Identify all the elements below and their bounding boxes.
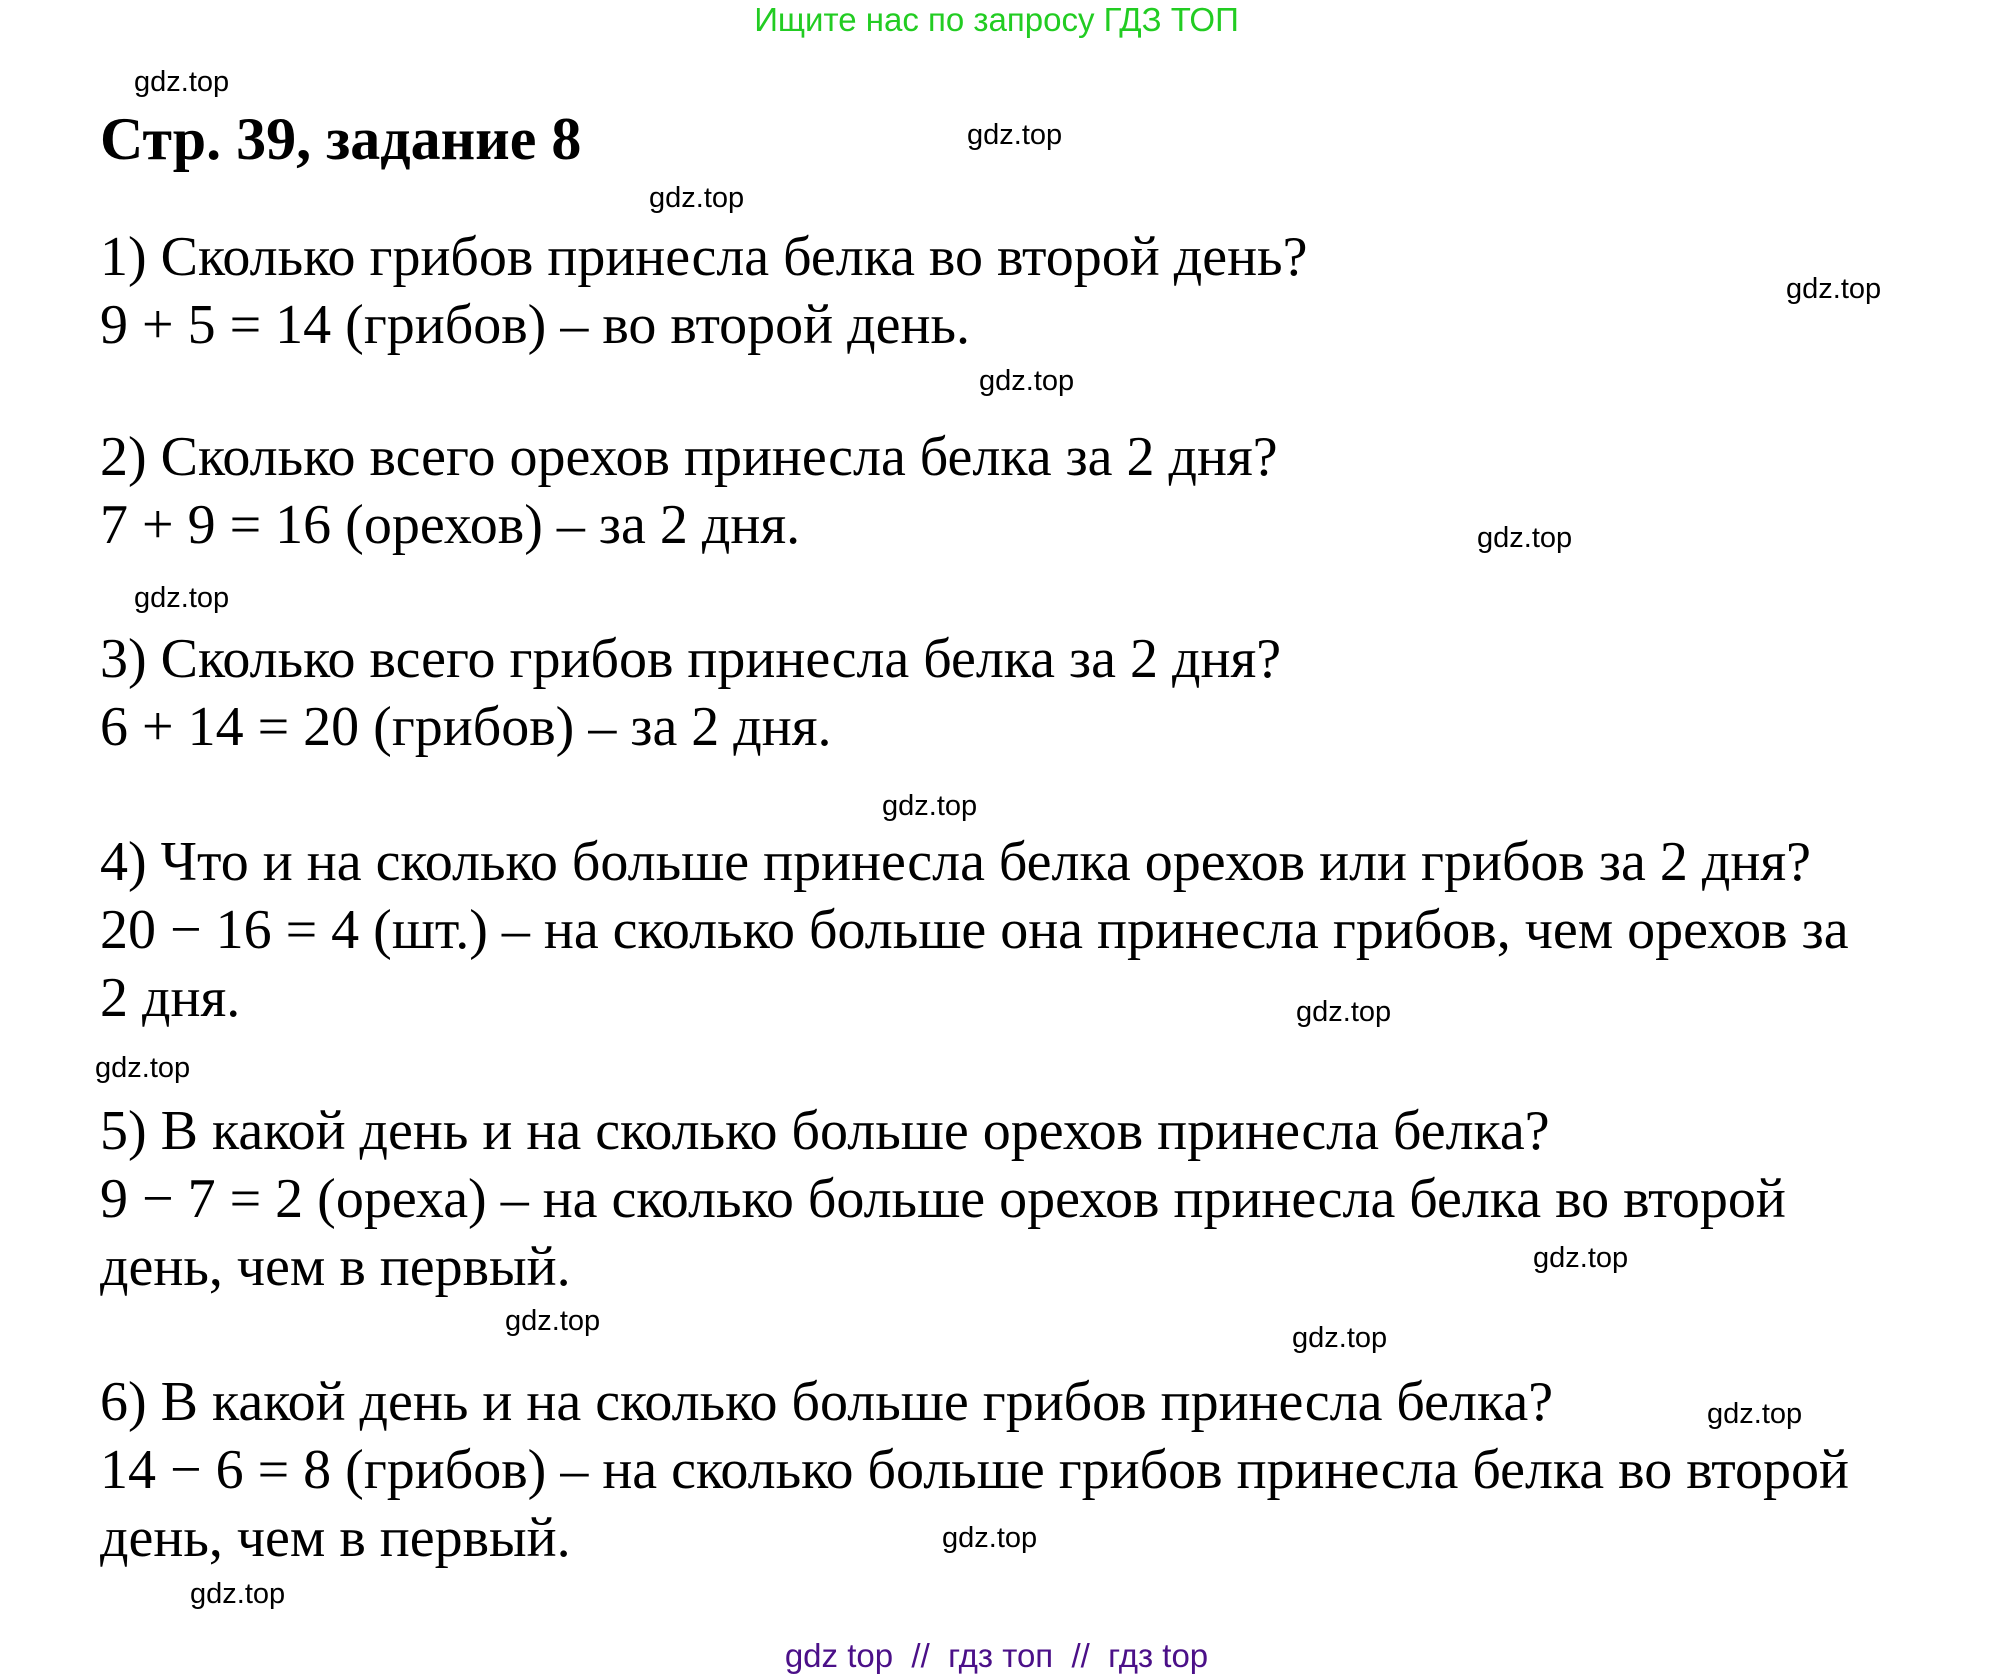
watermark: gdz.top <box>1477 522 1573 554</box>
watermark: gdz.top <box>1786 273 1882 305</box>
watermark: gdz.top <box>1292 1322 1388 1354</box>
task-1 <box>100 223 1307 359</box>
watermark: gdz.top <box>1707 1398 1803 1430</box>
task-question: 1) Сколько грибов принесла белка во второй день? <box>100 226 1308 288</box>
task-answer: 6 + 14 = 20 (грибов) – за 2 дня. <box>100 696 832 758</box>
task-answer: 20 − 16 = 4 (шт.) – на сколько больше она принесла грибов, чем орехов за <box>100 899 1849 961</box>
task-answer: 14 − 6 = 8 (грибов) – на сколько больше грибов принесла белка во второй <box>100 1439 1849 1501</box>
task-2 <box>100 423 1278 559</box>
task-answer-cont: день, чем в первый. <box>100 1236 571 1298</box>
task-question: 2) Сколько всего орехов принесла белка за 2 дня? <box>100 426 1278 488</box>
watermark: gdz.top <box>134 66 230 98</box>
task-answer-cont: день, чем в первый. <box>100 1507 571 1569</box>
watermark: gdz.top <box>882 790 978 822</box>
task-question: 3) Сколько всего грибов принесла белка за 2 дня? <box>100 628 1282 690</box>
task-question: 4) Что и на сколько больше принесла белка орехов или грибов за 2 дня? <box>100 831 1811 893</box>
footer-links: gdz top // гдз топ // гдз top <box>784 1637 1209 1674</box>
task-answer-cont: 2 дня. <box>100 967 241 1029</box>
watermark: gdz.top <box>134 582 230 614</box>
watermark: gdz.top <box>190 1578 286 1610</box>
task-3 <box>100 625 1281 761</box>
watermark: gdz.top <box>1296 996 1392 1028</box>
page-title: Стр. 39, задание 8 <box>100 106 582 172</box>
search-banner: Ищите нас по запросу ГДЗ ТОП <box>754 1 1239 38</box>
task-4 <box>100 828 1849 1032</box>
task-question: 5) В какой день и на сколько больше орехов принесла белка? <box>100 1100 1550 1162</box>
watermark: gdz.top <box>649 182 745 214</box>
watermark: gdz.top <box>95 1052 191 1084</box>
task-answer: 9 − 7 = 2 (ореха) – на сколько больше орехов принесла белка во второй <box>100 1168 1786 1230</box>
watermark: gdz.top <box>505 1305 601 1337</box>
task-answer: 7 + 9 = 16 (орехов) – за 2 дня. <box>100 494 801 556</box>
task-answer: 9 + 5 = 14 (грибов) – во второй день. <box>100 294 970 356</box>
watermark: gdz.top <box>1533 1242 1629 1274</box>
watermark: gdz.top <box>942 1522 1038 1554</box>
watermark: gdz.top <box>979 365 1075 397</box>
task-question: 6) В какой день и на сколько больше грибов принесла белка? <box>100 1371 1554 1433</box>
watermark: gdz.top <box>967 119 1063 151</box>
